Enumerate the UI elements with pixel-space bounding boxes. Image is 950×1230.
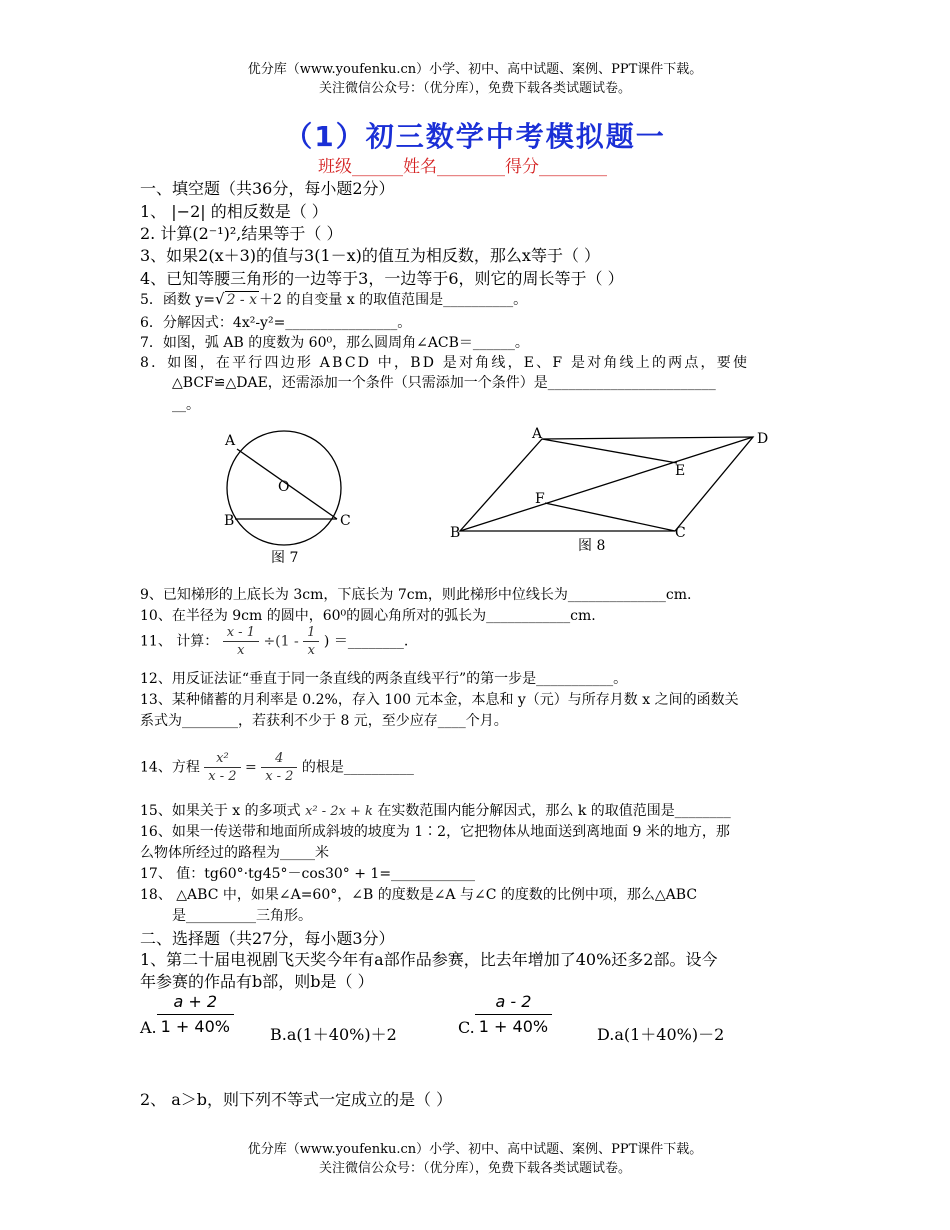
q2-1-line2: 年参赛的作品有b部，则b是（ ） (140, 972, 374, 991)
q14-num2: 4 (261, 750, 297, 768)
figure-7 (215, 425, 365, 570)
q14-suffix: 的根是__________ (301, 759, 414, 776)
page-title: （1）初三数学中考模拟题一 (284, 120, 666, 153)
option-c-num: a - 2 (475, 990, 552, 1015)
option-c-den: 1 + 40% (478, 1017, 549, 1036)
header-line-1: 优分库（www.youfenku.cn）小学、初中、高中试题、案例、PPT课件下载。 (247, 62, 703, 77)
fig7-label-a: A (225, 433, 236, 449)
q1-14 (140, 750, 414, 785)
q1-16-line2: 么物体所经过的路程为_____米 (140, 845, 329, 861)
fig8-label-c: C (675, 525, 686, 541)
option-a (140, 990, 234, 1039)
q11-den1: x (237, 643, 245, 658)
fig8-label-a: A (532, 426, 543, 442)
q1-8-line1: 8．如图，在平行四边形 ABCD 中，BD 是对角线，E、F 是对角线上的两点，要使 (140, 355, 750, 371)
option-a-num: a + 2 (157, 990, 234, 1015)
fig7-label-b: B (224, 513, 235, 529)
q15-expression: x² - 2x + k (305, 804, 373, 819)
option-b: B.a(1＋40%)＋2 (270, 1025, 397, 1044)
q1-11 (140, 624, 408, 659)
fig7-label-c: C (340, 513, 351, 529)
q14-num1: x² (204, 750, 240, 768)
q14-den1: x - 2 (208, 769, 237, 784)
class-info: 班级______姓名________得分________ (318, 157, 607, 177)
option-c-label: C. (458, 1018, 475, 1037)
q14-prefix: 14、方程 (140, 759, 200, 776)
q1-9: 9、已知梯形的上底长为 3cm，下底长为 7cm，则此梯形中位线长为______________cm. (140, 587, 692, 603)
option-a-fraction (157, 990, 234, 1039)
q15-prefix: 15、如果关于 x 的多项式 (140, 803, 301, 819)
option-c (458, 990, 552, 1039)
fig8-label-e: E (675, 463, 686, 479)
q1-3: 3、如果2(x＋3)的值与3(1－x)的值互为相反数，那么x等于（ ） (140, 246, 601, 265)
q14-fraction-1 (204, 750, 240, 785)
fig7-caption: 图 7 (271, 550, 299, 566)
fig8-label-f: F (535, 491, 545, 507)
q1-13-line1: 13、某种储蓄的月利率是 0.2%，存入 100 元本金，本息和 y（元）与所存月数 x 之间的函数关 (140, 692, 739, 708)
q11-den2: x (307, 643, 315, 658)
q1-4: 4、已知等腰三角形的一边等于3，一边等于6，则它的周长等于（ ） (140, 269, 624, 288)
figure-8 (445, 420, 785, 560)
option-d: D.a(1＋40%)－2 (597, 1025, 725, 1044)
fig8-caption: 图 8 (578, 538, 606, 554)
fig8-label-b: B (450, 525, 461, 541)
q2-2: 2、 a＞b，则下列不等式一定成立的是（ ） (140, 1090, 453, 1109)
fig8-segment-ae (542, 439, 677, 463)
q1-15 (140, 800, 731, 820)
q5-radicand: 2 - x (226, 292, 257, 308)
q1-8-line2: △BCF≌△DAE，还需添加一个条件（只需添加一个条件）是________________________ (172, 375, 716, 391)
q1-1: 1、 |−2| 的相反数是（ ） (140, 202, 328, 221)
q2-1-line1: 1、第二十届电视剧飞天奖今年有a部作品参赛，比去年增加了40%还多2部。设今 (140, 950, 718, 969)
fig8-segment-fc (545, 503, 675, 531)
q1-13-line2: 系式为________，若获利不少于 8 元，至少应存____个月。 (140, 713, 508, 729)
q1-2: 2. 计算(2⁻¹)²,结果等于（ ） (140, 224, 343, 243)
q1-6: 6．分解因式：4x²-y²=________________。 (140, 315, 412, 331)
fig7-label-o: O (278, 479, 290, 495)
q11-prefix: 11、 计算： (140, 633, 219, 650)
q14-equals: = (245, 759, 257, 776)
q14-fraction-2 (261, 750, 297, 785)
section2-heading: 二、选择题（共27分，每小题3分） (140, 929, 395, 948)
sqrt-icon: √ (215, 290, 225, 308)
q11-mid: ÷(1 - (263, 633, 299, 650)
q1-12: 12、用反证法证“垂直于同一条直线的两条直线平行”的第一步是___________。 (140, 671, 628, 687)
option-a-label: A. (140, 1018, 157, 1037)
q1-18-line1: 18、 △ABC 中，如果∠A=60°，∠B 的度数是∠A 与∠C 的度数的比例中项，那么△ABC (140, 887, 698, 903)
option-c-fraction (475, 990, 552, 1039)
fig8-label-d: D (757, 431, 769, 447)
q14-den2: x - 2 (265, 769, 294, 784)
q5-suffix: ＋2 的自变量 x 的取值范围是__________。 (259, 292, 528, 308)
q1-17: 17、 值：tg60°·tg45°－cos30° + 1=____________ (140, 866, 476, 882)
q11-fraction-1 (223, 624, 259, 659)
q1-10: 10、在半径为 9cm 的圆中，60⁰的圆心角所对的弧长为____________cm. (140, 608, 596, 624)
q11-fraction-2 (303, 624, 319, 659)
option-a-den: 1 + 40% (160, 1017, 230, 1036)
q11-suffix: ) ＝________. (323, 633, 409, 650)
section1-heading: 一、填空题（共36分，每小题2分） (140, 179, 395, 198)
q1-8-line3: __。 (172, 397, 200, 413)
header-line-2: 关注微信公众号：（优分库），免费下载各类试题试卷。 (318, 81, 631, 96)
q11-num1: x - 1 (223, 624, 259, 642)
q1-7: 7．如图，弧 AB 的度数为 60⁰，那么圆周角∠ACB＝______。 (140, 335, 529, 351)
q5-prefix: 5．函数 y= (140, 292, 215, 308)
footer-line-2: 关注微信公众号：（优分库），免费下载各类试题试卷。 (318, 1161, 631, 1176)
footer-line-1: 优分库（www.youfenku.cn）小学、初中、高中试题、案例、PPT课件下载。 (247, 1142, 703, 1157)
q1-16-line1: 16、如果一传送带和地面所成斜坡的坡度为 1∶2，它把物体从地面送到离地面 9 米的地方，那 (140, 824, 730, 840)
q11-num2: 1 (303, 624, 319, 642)
q1-18-line2: 是__________三角形。 (172, 908, 312, 924)
q15-suffix: 在实数范围内能分解因式，那么 k 的取值范围是________ (377, 803, 731, 819)
q1-5 (140, 289, 527, 309)
